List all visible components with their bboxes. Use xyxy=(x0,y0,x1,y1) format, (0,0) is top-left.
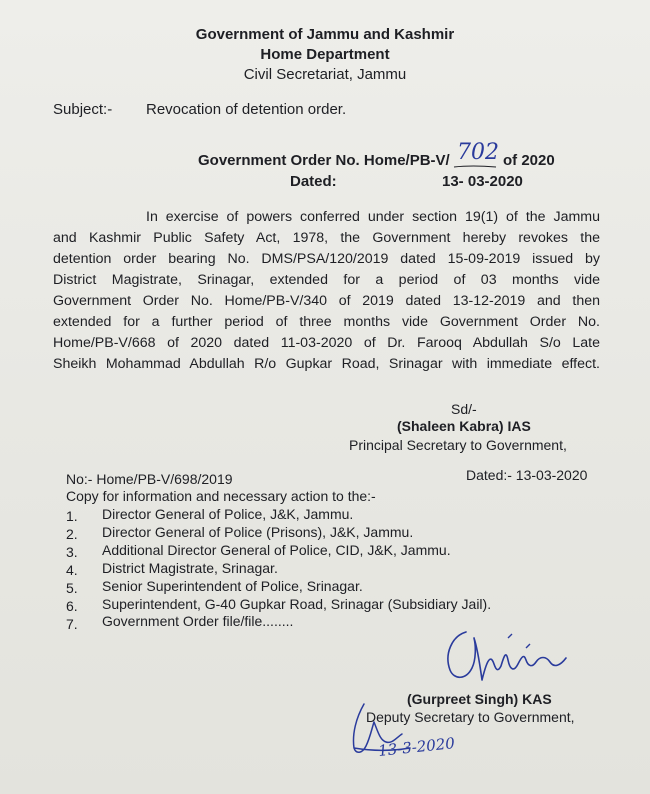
body-line-8: Sheikh Mohammad Abdullah R/o Gupkar Road, Srinagar with immediate effect. xyxy=(53,356,600,372)
list-item: Director General of Police, J&K, Jammu. xyxy=(102,506,354,522)
list-item-number: 2. xyxy=(66,526,78,542)
body-line-1: In exercise of powers conferred under section 19(1) of the Jammu xyxy=(146,209,600,225)
signatory-1-name: (Shaleen Kabra) IAS xyxy=(397,418,531,434)
handwritten-signature xyxy=(438,620,578,692)
header-secretariat: Civil Secretariat, Jammu xyxy=(243,66,407,83)
body-line-3: detention order bearing No. DMS/PSA/120/2019 dated 15-09-2019 issued by xyxy=(53,251,600,267)
list-item: Director General of Police (Prisons), J&K, Jammu. xyxy=(102,524,414,540)
body-line-6: extended for a further period of three months vide Government Order No. xyxy=(53,314,600,330)
sd-mark: Sd/- xyxy=(451,401,477,417)
handwritten-date: 13-3-2020 xyxy=(377,734,456,760)
header-government: Government of Jammu and Kashmir xyxy=(195,26,455,43)
signatory-2-name: (Gurpreet Singh) KAS xyxy=(407,691,552,707)
copy-intro: Copy for information and necessary action to the:- xyxy=(66,488,376,504)
order-number-prefix: Government Order No. Home/PB-V/ xyxy=(198,152,450,169)
list-item-number: 3. xyxy=(66,544,78,560)
order-dated-label: Dated: xyxy=(290,173,337,190)
signatory-1-designation: Principal Secretary to Government, xyxy=(349,437,567,453)
subject-label: Subject:- xyxy=(53,101,113,118)
list-item: Government Order file/file........ xyxy=(102,613,294,629)
signatory-2-designation: Deputy Secretary to Government, xyxy=(366,709,575,725)
body-line-2: and Kashmir Public Safety Act, 1978, the Government hereby revokes the xyxy=(53,230,600,246)
body-line-7: Home/PB-V/668 of 2020 dated 11-03-2020 of Dr. Farooq Abdullah S/o Late xyxy=(53,335,600,351)
body-line-4: District Magistrate, Srinagar, extended for a period of 03 months vide xyxy=(53,272,600,288)
body-line-5: Government Order No. Home/PB-V/340 of 2019 dated 13-12-2019 and then xyxy=(53,293,600,309)
list-item-number: 4. xyxy=(66,562,78,578)
order-number-handwritten: 702 xyxy=(457,140,499,165)
list-item: Additional Director General of Police, CID, J&K, Jammu. xyxy=(102,542,451,558)
copy-dated: Dated:- 13-03-2020 xyxy=(466,467,588,483)
order-dated-value: 13- 03-2020 xyxy=(442,173,523,190)
subject-text: Revocation of detention order. xyxy=(146,101,347,118)
list-item-number: 6. xyxy=(66,598,78,614)
list-item-number: 1. xyxy=(66,508,78,524)
list-item: Superintendent, G-40 Gupkar Road, Srinagar (Subsidiary Jail). xyxy=(102,596,492,612)
order-number-suffix: of 2020 xyxy=(503,152,555,169)
list-item-number: 7. xyxy=(66,616,78,632)
copy-number: No:- Home/PB-V/698/2019 xyxy=(66,471,233,487)
list-item-number: 5. xyxy=(66,580,78,596)
list-item: Senior Superintendent of Police, Srinagar. xyxy=(102,578,363,594)
list-item: District Magistrate, Srinagar. xyxy=(102,560,278,576)
header-department: Home Department xyxy=(260,46,390,63)
order-number-underline xyxy=(452,164,498,170)
